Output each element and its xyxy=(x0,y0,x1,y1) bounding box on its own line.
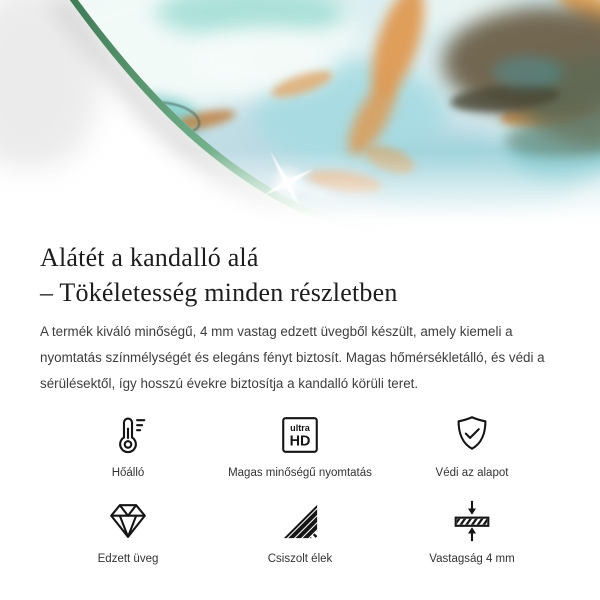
title-line-1: Alátét a kandalló alá xyxy=(40,243,259,272)
feature-label: Edzett üveg xyxy=(97,553,159,565)
feature-label: Vastagság 4 mm xyxy=(429,553,515,565)
feature-ultra-hd-print xyxy=(214,411,386,479)
feature-label: Csiszolt élek xyxy=(267,553,333,565)
shield-check-icon xyxy=(449,412,495,458)
diamond-icon xyxy=(105,498,151,544)
feature-protects-base xyxy=(386,411,558,479)
page-title xyxy=(40,240,560,310)
product-info-section xyxy=(0,240,600,565)
feature-label: Védi az alapot xyxy=(435,467,509,479)
title-line-2: – Tökéletesség minden részletben xyxy=(40,278,398,307)
feature-tempered-glass xyxy=(42,497,214,565)
feature-label: Magas minőségű nyomtatás xyxy=(228,467,372,479)
hero-product-image xyxy=(0,0,600,232)
product-description: A termék kiváló minőségű, 4 mm vastag edzett üvegből készült, amely kiemeli a nyomtatás színmélységét és elegáns fényt biztosít. Magas hőmérsékletálló, és védi a sérülésektől, így hosszú évekre biztosítja a kandalló körüli teret. xyxy=(40,324,545,391)
glass-disc-illustration xyxy=(0,0,600,232)
feature-polished-edges xyxy=(214,497,386,565)
feature-label: Hőálló xyxy=(111,467,145,479)
features-grid xyxy=(40,411,560,565)
feature-heat-resistant xyxy=(42,411,214,479)
polished-edges-icon xyxy=(277,498,323,544)
ultra-hd-icon-text-top: ultra xyxy=(290,423,310,434)
ultra-hd-icon-text-bottom: HD xyxy=(289,433,311,450)
thickness-icon xyxy=(449,498,495,544)
feature-thickness xyxy=(386,497,558,565)
thermometer-icon xyxy=(105,412,151,458)
ultra-hd-icon xyxy=(277,412,323,458)
